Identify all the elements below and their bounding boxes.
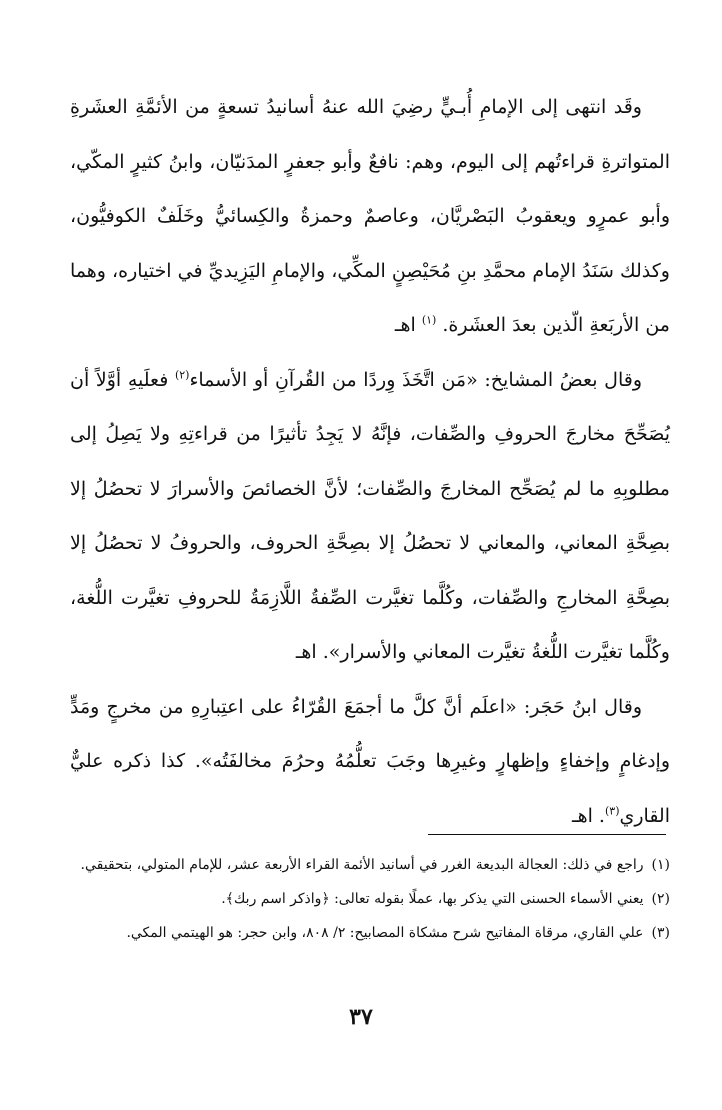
footnote-1-text: راجع في ذلك: العجالة البديعة الغرر في أسانيد الأئمة القراء الأربعة عشر، للإمام المتولي، بتحقيقي.: [80, 857, 644, 873]
footnote-3-text: علي القاري، مرقاة المفاتيح شرح مشكاة المصابيح: ٢/ ٨٠٨، وابن حجر: هو الهيتمي المكي.: [126, 925, 644, 941]
paragraph-3-end: . اهـ: [572, 804, 605, 827]
paragraph-1-text: وقَد انتهى إلى الإمامِ أُبـيٍّ رضِيَ الله عنهُ أسانيدُ تسعةٍ من الأئمَّةِ العشَرةِ المتواترةِ قراءتُهم إلى اليوم، وهم: نافعٌ وأبو جعفرٍ المدَنيّان، وابنُ كثيرٍ المكّي، وأبو عمرٍو ويعقوبُ البَصْريَّان، وعاصمٌ وحمزةُ والكِسائيُّ وخَلَفٌ الكوفيُّون، وكذلك سَنَدُ الإمام محمَّدِ بنِ مُحَيْصِنٍ المكِّي، والإمامِ اليَزِيديِّ في اختياره، وهما من الأربَعةِ الّذين بعدَ العشَرة.: [70, 96, 670, 336]
footnote-1-number: (١): [651, 857, 670, 873]
footnotes: [70, 850, 670, 952]
paragraph-2-text-after: فعلَيهِ أوَّلاً أن يُصَحِّحَ مخارجَ الحروفِ والصِّفات، فإنَّهُ لا يَجِدُ تأثيرًا من قراءتِهِ ولا يَصِلُ إلى مطلوبِهِ ما لم يُصَحِّح المخارجَ والصِّفات؛ لأنَّ الخصائصَ والأسرارَ لا تحصُلُ إلا بصِحَّةِ المعاني، والمعاني لا تحصُلُ إلا بصِحَّةِ الحروف، والحروفُ لا تحصُلُ إلا بصِحَّةِ المخارجِ والصِّفات، وكُلَّما تغيَّرت الصِّفةُ اللَّازِمَةُ للحروفِ تغيَّرت اللُّغة، وكُلَّما تغيَّرت اللُّغةُ تغيَّرت المعاني والأسرار».: [70, 368, 670, 663]
paragraph-2-text-before: وقال بعضُ المشايخ: «مَن اتَّخَذَ وِردًا من القُرآنِ أو الأسماء: [189, 368, 643, 391]
page-number: ٣٧: [349, 1004, 373, 1030]
footnote-ref-3: (٣): [604, 804, 620, 818]
paragraph-2-end: اهـ: [295, 641, 323, 663]
paragraph-3-text: وقال ابنُ حَجَر: «اعلَم أنَّ كلَّ ما أجمَعَ القُرّاءُ على اعتِبارِهِ من مخرجٍ ومَدٍّ وإدغامٍ وإخفاءٍ وإظهارٍ وغيرِها وجَبَ تعلُّمُهُ وحرُمَ مخالفَتُه». كذا ذكره عليٌّ القاري: [70, 695, 670, 827]
footnote-ref-2: (٢): [174, 368, 190, 382]
paragraph-1: [70, 80, 670, 353]
footnote-3-number: (٣): [651, 925, 670, 941]
paragraph-1-end: اهـ: [394, 314, 422, 336]
footnote-2-text: يعني الأسماء الحسنى التي يذكر بها، عملًا بقوله تعالى: ﴿واذكر اسم ربك﴾.: [221, 891, 644, 907]
footnote-2-number: (٢): [651, 891, 670, 907]
footnote-separator: [428, 834, 666, 835]
paragraph-3: [70, 680, 670, 844]
footnote-2: [70, 884, 670, 914]
main-text: [70, 80, 670, 843]
paragraph-2: [70, 353, 670, 680]
footnote-ref-1: (١): [421, 313, 437, 327]
footnote-1: [70, 850, 670, 880]
footnote-3: [70, 918, 670, 948]
